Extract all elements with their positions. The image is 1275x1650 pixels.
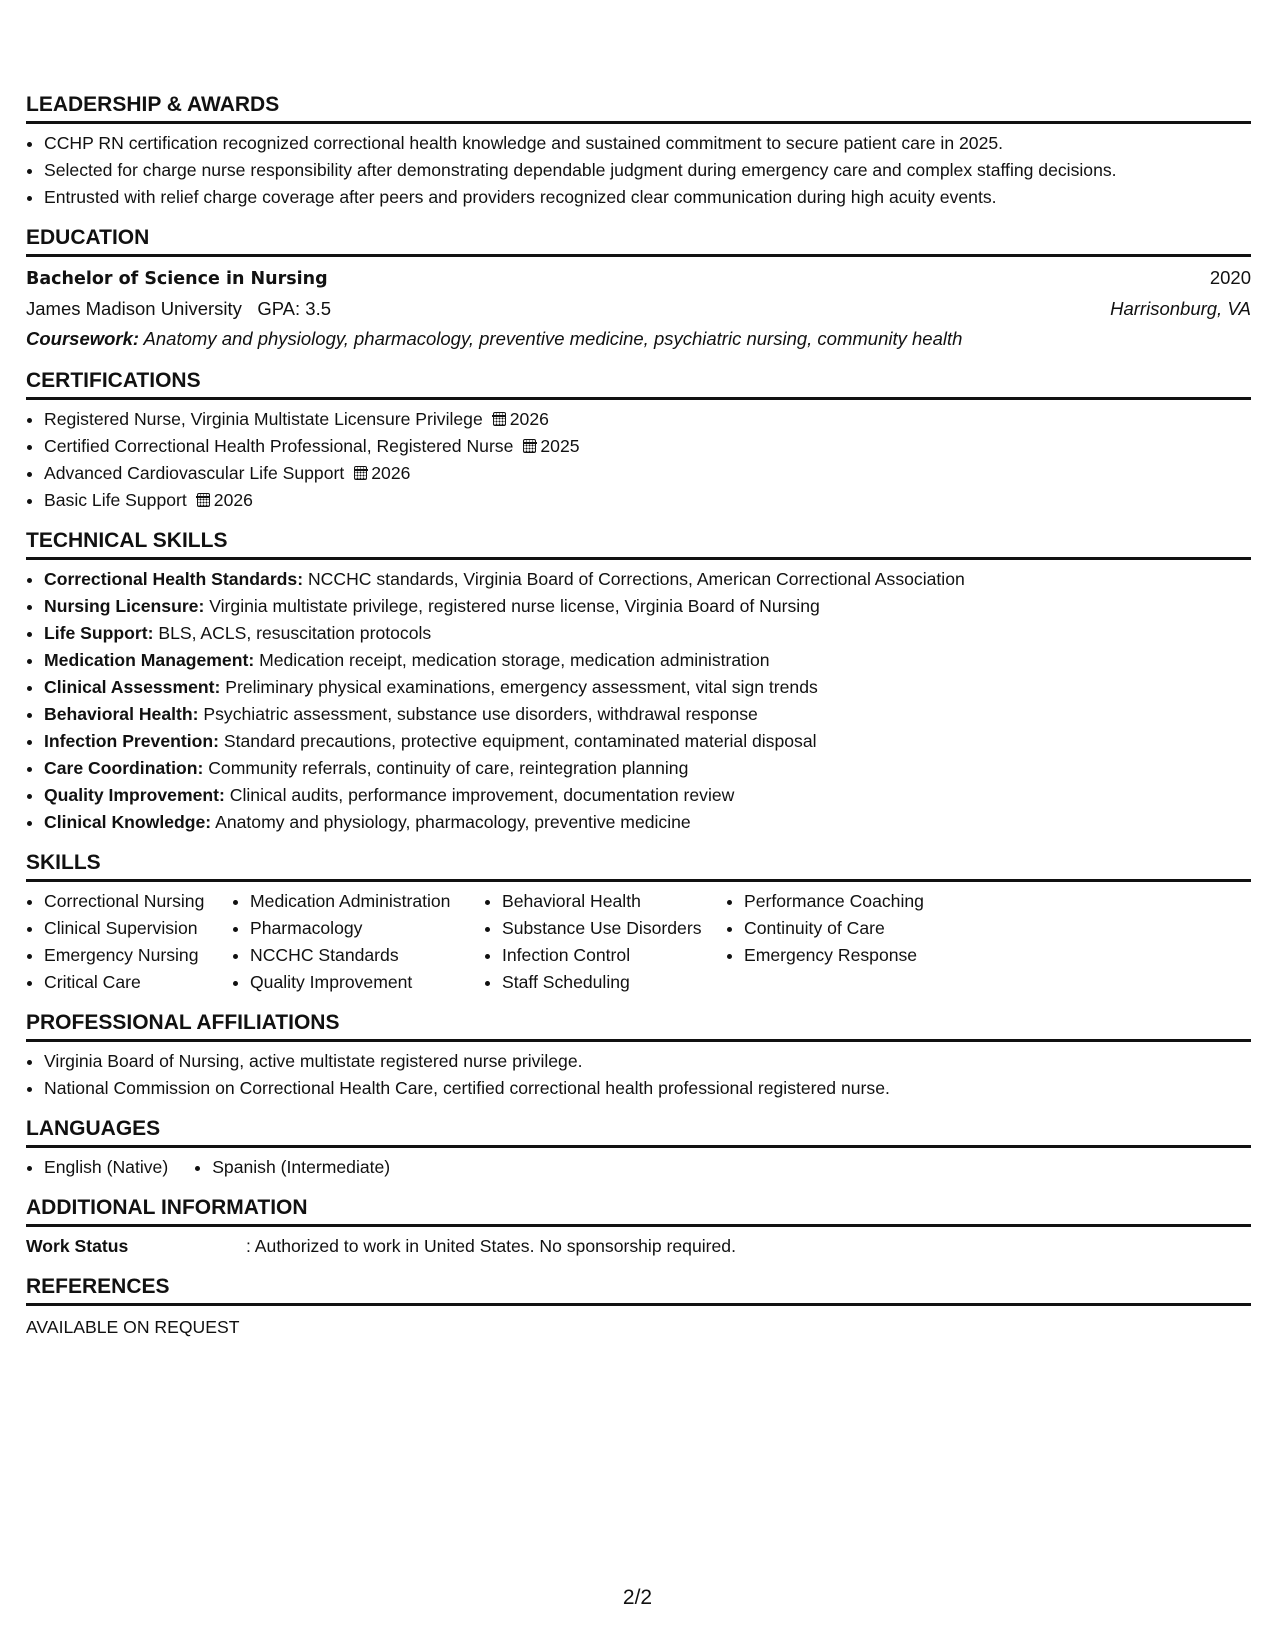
- skills-column: [232, 888, 484, 996]
- list-item: • Selected for charge nurse responsibility after demonstrating dependable judgment during emergency care and complex staffing decisions.: [44, 157, 1251, 184]
- list-item: [44, 674, 1251, 701]
- list-item: • National Commission on Correctional Health Care, certified correctional health professional registered nurse.: [44, 1075, 1251, 1102]
- skill-text: Clinical audits, performance improvement, documentation review: [229, 785, 735, 805]
- certification-year: 2025: [540, 436, 580, 456]
- school-location: Harrisonburg, VA: [1110, 298, 1251, 319]
- coursework-text: Anatomy and physiology, pharmacology, preventive medicine, psychiatric nursing, community health: [143, 328, 963, 349]
- list-item: • Clinical Supervision: [44, 915, 232, 942]
- list-item: • Staff Scheduling: [502, 969, 726, 996]
- additional-info-section: [26, 1195, 1251, 1260]
- skill-text: BLS, ACLS, resuscitation protocols: [158, 623, 432, 643]
- certification-year: 2026: [213, 490, 253, 510]
- skill-text: Psychiatric assessment, substance use disorders, withdrawal response: [203, 704, 758, 724]
- leadership-list: [26, 130, 1251, 211]
- skills-column: [484, 888, 726, 996]
- list-item: • Substance Use Disorders: [502, 915, 726, 942]
- skill-label: Quality Improvement:: [44, 785, 225, 805]
- list-item: • Behavioral Health: [502, 888, 726, 915]
- list-item: [44, 647, 1251, 674]
- language-item: • English (Native): [44, 1154, 168, 1181]
- list-item: [44, 701, 1251, 728]
- work-status-row: [26, 1233, 1251, 1260]
- calendar-icon: [197, 493, 210, 507]
- list-item: • CCHP RN certification recognized correctional health knowledge and sustained commitment to secure patient care in 2025.: [44, 130, 1251, 157]
- skills-column: [726, 888, 984, 996]
- coursework-label: Coursework:: [26, 328, 140, 349]
- skill-text: Virginia multistate privilege, registered nurse license, Virginia Board of Nursing: [209, 596, 820, 616]
- education-section: [26, 225, 1251, 354]
- languages-title: LANGUAGES: [26, 1116, 1251, 1148]
- leadership-title: LEADERSHIP & AWARDS: [26, 92, 1251, 124]
- work-status-label: Work Status: [26, 1236, 129, 1256]
- list-item: • Infection Control: [502, 942, 726, 969]
- list-item: [44, 755, 1251, 782]
- list-item: [44, 433, 1251, 460]
- coursework: [26, 324, 1251, 354]
- certifications-title: CERTIFICATIONS: [26, 368, 1251, 400]
- references-section: [26, 1274, 1251, 1341]
- certifications-list: [26, 406, 1251, 514]
- education-title: EDUCATION: [26, 225, 1251, 257]
- list-item: • Correctional Nursing: [44, 888, 232, 915]
- affiliations-title: PROFESSIONAL AFFILIATIONS: [26, 1010, 1251, 1042]
- certification-year: 2026: [509, 409, 549, 429]
- list-item: • Pharmacology: [250, 915, 484, 942]
- list-item: [44, 593, 1251, 620]
- skill-label: Medication Management:: [44, 650, 255, 670]
- language-item: • Spanish (Intermediate): [212, 1154, 390, 1181]
- additional-info-title: ADDITIONAL INFORMATION: [26, 1195, 1251, 1227]
- skill-label: Clinical Knowledge:: [44, 812, 212, 832]
- calendar-icon: [354, 466, 367, 480]
- graduation-year: 2020: [1209, 267, 1251, 288]
- list-item: • Continuity of Care: [744, 915, 984, 942]
- resume-page: [26, 92, 1251, 1355]
- list-item: • Quality Improvement: [250, 969, 484, 996]
- languages-section: [26, 1116, 1251, 1181]
- calendar-icon: [523, 439, 536, 453]
- skill-label: Clinical Assessment:: [44, 677, 221, 697]
- list-item: [44, 460, 1251, 487]
- skill-text: Medication receipt, medication storage, medication administration: [259, 650, 770, 670]
- leadership-section: [26, 92, 1251, 211]
- certification-name: Basic Life Support: [44, 490, 187, 510]
- list-item: • Critical Care: [44, 969, 232, 996]
- technical-skills-section: [26, 528, 1251, 836]
- skill-label: Infection Prevention:: [44, 731, 219, 751]
- technical-skills-list: [26, 566, 1251, 836]
- list-item: [44, 620, 1251, 647]
- list-item: • NCCHC Standards: [250, 942, 484, 969]
- list-item: • Medication Administration: [250, 888, 484, 915]
- skill-text: Community referrals, continuity of care, reintegration planning: [208, 758, 689, 778]
- school-name: James Madison University: [26, 298, 242, 319]
- certification-year: 2026: [371, 463, 411, 483]
- languages-list: [26, 1154, 1251, 1181]
- list-item: [44, 782, 1251, 809]
- list-item: [44, 566, 1251, 593]
- skill-label: Behavioral Health:: [44, 704, 199, 724]
- skill-text: Preliminary physical examinations, emergency assessment, vital sign trends: [225, 677, 818, 697]
- certification-name: Certified Correctional Health Professional, Registered Nurse: [44, 436, 514, 456]
- skills-title: SKILLS: [26, 850, 1251, 882]
- skill-label: Correctional Health Standards:: [44, 569, 304, 589]
- list-item: • Emergency Response: [744, 942, 984, 969]
- education-entry: [26, 257, 1251, 354]
- skill-label: Life Support:: [44, 623, 154, 643]
- technical-skills-title: TECHNICAL SKILLS: [26, 528, 1251, 560]
- list-item: [44, 728, 1251, 755]
- certifications-section: [26, 368, 1251, 514]
- references-text: AVAILABLE ON REQUEST: [26, 1317, 240, 1337]
- skills-column: [26, 888, 232, 996]
- skill-text: Anatomy and physiology, pharmacology, preventive medicine: [215, 812, 691, 832]
- list-item: • Virginia Board of Nursing, active multistate registered nurse privilege.: [44, 1048, 1251, 1075]
- references-title: REFERENCES: [26, 1274, 1251, 1306]
- skill-text: NCCHC standards, Virginia Board of Corrections, American Correctional Association: [307, 569, 965, 589]
- certification-name: Advanced Cardiovascular Life Support: [44, 463, 345, 483]
- skills-grid: [26, 888, 1251, 996]
- calendar-icon: [493, 412, 506, 426]
- list-item: [44, 406, 1251, 433]
- page-number: 2/2: [622, 1586, 653, 1609]
- skill-label: Care Coordination:: [44, 758, 204, 778]
- list-item: • Emergency Nursing: [44, 942, 232, 969]
- certification-name: Registered Nurse, Virginia Multistate Licensure Privilege: [44, 409, 483, 429]
- work-status-value: : Authorized to work in United States. No sponsorship required.: [246, 1236, 736, 1256]
- list-item: [44, 809, 1251, 836]
- skills-section: [26, 850, 1251, 996]
- list-item: • Performance Coaching: [744, 888, 984, 915]
- skill-label: Nursing Licensure:: [44, 596, 205, 616]
- list-item: • Entrusted with relief charge coverage after peers and providers recognized clear communication during high acuity events.: [44, 184, 1251, 211]
- gpa: GPA: 3.5: [257, 298, 332, 319]
- degree: Bachelor of Science in Nursing: [26, 269, 328, 289]
- affiliations-section: [26, 1010, 1251, 1102]
- affiliations-list: [26, 1048, 1251, 1102]
- list-item: [44, 487, 1251, 514]
- skill-text: Standard precautions, protective equipment, contaminated material disposal: [223, 731, 817, 751]
